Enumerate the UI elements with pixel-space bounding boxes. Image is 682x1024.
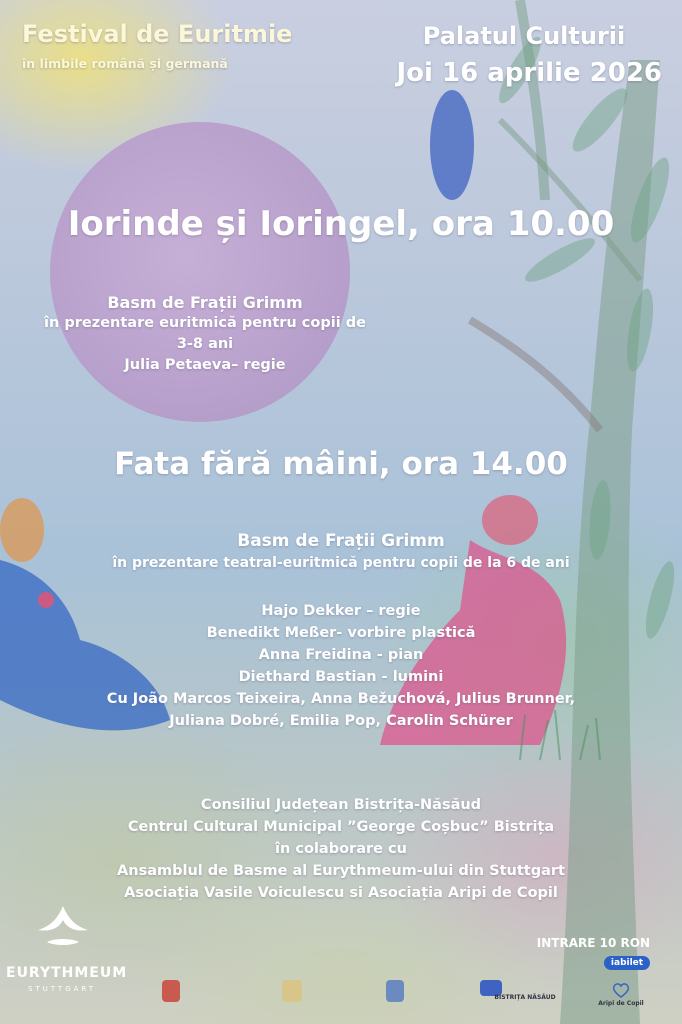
show1-line2: în prezentare euritmică pentru copii de 3-8 ani xyxy=(44,315,366,352)
aripi-de-copil-label: Aripi de Copil xyxy=(598,1000,644,1007)
festival-subtitle: în limbile română și germană xyxy=(22,56,228,71)
heart-logo-icon xyxy=(612,982,630,998)
credit-line: Juliana Dobré, Emilia Pop, Carolin Schürer xyxy=(169,713,513,729)
organizer-line: Centrul Cultural Municipal ”George Coșbuc” Bistrița xyxy=(127,819,555,835)
purple-moon xyxy=(50,122,350,422)
show2-line2: în prezentare teatral-euritmică pentru copii de la 6 de ani xyxy=(112,555,570,571)
show1-line3: Julia Petaeva– regie xyxy=(124,357,286,373)
venue: Palatul Culturii xyxy=(422,22,626,50)
credit-line: Anna Freidina - pian xyxy=(258,647,424,663)
eurythmeum-subtitle: STUTTGART xyxy=(27,985,97,993)
event-date: Joi 16 aprilie 2026 xyxy=(396,58,662,88)
credit-line: Hajo Dekker – regie xyxy=(261,603,421,619)
iabilet-badge[interactable]: iabilet xyxy=(604,956,650,970)
show2-info xyxy=(0,530,682,574)
organizer-line: în colaborare cu xyxy=(275,841,407,857)
eurythmeum-name: EURYTHMEUM xyxy=(6,965,128,981)
city-crest-icon xyxy=(386,980,404,1002)
bistrita-nasaud-label: BISTRIȚA NĂSĂUD xyxy=(494,994,556,1001)
show2-title: Fata fără mâini, ora 14.00 xyxy=(114,446,568,482)
coat-of-arms-icon xyxy=(162,980,180,1002)
show1-info xyxy=(40,292,370,376)
organizers xyxy=(0,794,682,904)
credit-line: Benedikt Meßer- vorbire plastică xyxy=(206,625,476,641)
show1-line1: Basm de Frații Grimm xyxy=(107,293,303,312)
organizer-line: Consiliul Județean Bistrița-Năsăud xyxy=(200,797,482,813)
organizer-line: Asociația Vasile Voiculescu si Asociația Aripi de Copil xyxy=(124,885,558,901)
credit-line: Cu João Marcos Teixeira, Anna Bežuchová, Julius Brunner, xyxy=(106,691,576,707)
credit-line: Diethard Bastian - lumini xyxy=(238,669,444,685)
show2-line1: Basm de Frații Grimm xyxy=(237,531,445,551)
show1-title: Iorinde și Ioringel, ora 10.00 xyxy=(67,204,615,244)
organizer-line: Ansamblul de Basme al Eurythmeum-ului din Stuttgart xyxy=(117,863,565,879)
show2-credits xyxy=(0,600,682,732)
festival-title: Festival de Euritmie xyxy=(22,20,293,48)
entry-price: INTRARE 10 RON xyxy=(536,936,650,950)
bird-logo-icon xyxy=(33,898,93,960)
seal-icon xyxy=(282,980,302,1002)
